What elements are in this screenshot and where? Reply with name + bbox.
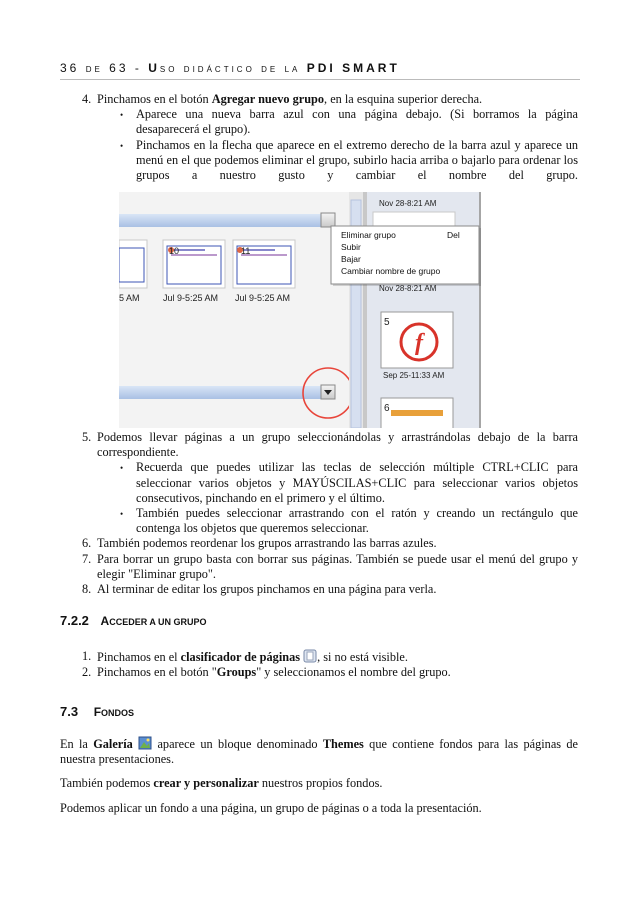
text-run: que contiene fondos para las páginas de nuestra presentaciones.: [60, 737, 578, 767]
paragraph-crear: [60, 776, 578, 791]
text-run: , en la esquina superior derecha.: [324, 92, 483, 106]
list-block-1: [60, 92, 578, 183]
screenshot-illustration: [119, 192, 481, 428]
list-item-number: 6.: [82, 536, 92, 551]
bullet-glyph: •: [120, 463, 124, 474]
list-item: [60, 665, 578, 680]
section-heading-7-3: [60, 704, 134, 719]
menu-item-eliminar-grupo[interactable]: Eliminar grupo: [341, 230, 396, 240]
bullet-text: Pinchamos en la flecha que aparece en el extremo derecho de la barra azul y aparece un menú en el que podemos eliminar el grupo, subirlo hacia arriba o bajarlo para ordenar los grupos a nuestro gusto y cambiar el nombre del grupo.: [136, 137, 578, 183]
header-so: SO: [159, 65, 178, 74]
list-block-2: [60, 430, 578, 597]
list-item: [60, 536, 578, 551]
list-item: [60, 430, 578, 460]
page-thumbnail[interactable]: [381, 398, 453, 428]
thumb-date: Jul 9-5:25 AM: [235, 293, 291, 303]
list-item-number: 8.: [82, 582, 92, 597]
list-item: [60, 552, 578, 582]
bold-run: clasificador de páginas: [180, 650, 301, 664]
list-block-3: [60, 649, 578, 680]
bullet-glyph: •: [120, 140, 124, 151]
header-u: U: [148, 61, 160, 75]
menu-item-subir[interactable]: Subir: [341, 242, 361, 252]
header-smart: SMART: [342, 61, 400, 75]
list-item-text: Al terminar de editar los grupos pinchamos en una página para verla.: [97, 582, 437, 597]
bullet-item: [120, 107, 578, 137]
embedded-screenshot: [119, 192, 481, 428]
page-thumbnail[interactable]: [381, 312, 453, 368]
thumb-date: Nov 28-8:21 AM: [379, 284, 437, 293]
text-run: Pinchamos en el botón ": [97, 665, 217, 680]
list-item-number: 7.: [82, 551, 92, 566]
bullet-item: [120, 138, 578, 184]
list-item-number: 2.: [82, 665, 92, 680]
gallery-icon: [138, 736, 152, 750]
text-run: aparece un bloque denominado: [152, 737, 323, 751]
thumb-date: Jul 9-5:25 AM: [163, 293, 219, 303]
group-bar[interactable]: [119, 214, 335, 227]
bold-run: Galería: [93, 737, 133, 751]
list-item-text: [97, 92, 578, 107]
bullet-text: Aparece una nueva barra azul con una página debajo. (Si borramos la página desaparecerá el grupo).: [136, 107, 578, 137]
bullet-text: También puedes seleccionar arrastrando con el ratón y creando un rectángulo que contenga los objetos que queremos seleccionar.: [136, 506, 578, 536]
list-item-text: Para borrar un grupo basta con borrar sus páginas. También se puede usar el menú del grupo y elegir "Eliminar grupo".: [97, 551, 578, 581]
header-la: LA: [284, 65, 301, 74]
logo-letter: f: [415, 330, 423, 356]
page-total: 63: [109, 61, 129, 75]
section-number: 7.3: [60, 704, 79, 719]
page-number: 36: [60, 61, 80, 75]
text-run: También podemos: [60, 776, 154, 790]
menu-item-cambiar-nombre[interactable]: Cambiar nombre de grupo: [341, 266, 441, 276]
page-header: [60, 61, 580, 80]
page-thumbnail[interactable]: [119, 240, 147, 288]
list-item-number: 1.: [82, 649, 92, 663]
bullet-item: [120, 506, 578, 536]
bullet-glyph: •: [120, 110, 124, 121]
list-item-text: [97, 649, 578, 665]
text-run: " y seleccionamos el nombre del grupo.: [256, 665, 451, 680]
group-menu-button[interactable]: [321, 213, 335, 227]
text-run: Pinchamos en el: [97, 650, 181, 664]
section-heading-7-2-2: [60, 613, 207, 628]
thumb-number: 11: [241, 246, 251, 256]
page-sorter-icon: [303, 649, 317, 663]
header-didactico: DIDÁCTICO: [183, 65, 255, 74]
thumb-number: 6: [384, 403, 390, 414]
list-item-number: 4.: [82, 92, 92, 106]
thumb-date: Nov 28-8:21 AM: [379, 199, 437, 208]
menu-item-bajar[interactable]: Bajar: [341, 254, 361, 264]
context-menu: [331, 226, 481, 286]
header-de: DE: [85, 65, 103, 74]
thumb-date: 5 AM: [119, 293, 140, 303]
list-item-number: 5.: [82, 430, 92, 444]
paragraph-aplicar: Podemos aplicar un fondo a una página, un grupo de páginas o a toda la presentación.: [60, 801, 482, 815]
text-run: nuestros propios fondos.: [258, 776, 383, 790]
header-pdi: PDI: [306, 61, 336, 75]
text-run: , si no está visible.: [317, 650, 408, 664]
bold-run: crear y personalizar: [153, 776, 259, 790]
heading-rest: ONDOS: [101, 708, 135, 718]
heading-initial: F: [93, 705, 102, 719]
thumb-number: 5: [384, 317, 390, 328]
list-item: [60, 649, 578, 665]
bold-run: Themes: [322, 737, 364, 751]
list-item-text: Podemos llevar páginas a un grupo seleccionándolas y arrastrándolas debajo de la barra correspondiente.: [97, 430, 578, 460]
text-run: Pinchamos en el botón: [97, 92, 212, 106]
bold-run: Groups: [216, 665, 257, 680]
bold-run: Agregar nuevo grupo: [211, 92, 325, 106]
thumb-number: 10: [169, 246, 180, 256]
bullet-glyph: •: [120, 509, 124, 520]
heading-rest: CCEDER A UN GRUPO: [109, 617, 207, 627]
thumb-date: Sep 25-11:33 AM: [383, 371, 445, 380]
list-item-text: También podemos reordenar los grupos arrastrando las barras azules.: [97, 536, 437, 551]
bullet-item: [120, 460, 578, 506]
header-de2: DE: [261, 65, 279, 74]
list-item: [60, 582, 578, 597]
section-number: 7.2.2: [60, 613, 89, 628]
heading-initial: A: [100, 614, 110, 628]
header-dash: -: [134, 61, 142, 75]
text-run: En la: [60, 737, 94, 751]
bullet-text: Recuerda que puedes utilizar las teclas de selección múltiple CTRL+CLIC para seleccionar varios objetos y MAYÚSCILAS+CLIC para seleccionar varios objetos consecutivos, pinchando en el primero y el último.: [136, 460, 578, 505]
list-item: [60, 92, 578, 107]
menu-shortcut-del: Del: [447, 230, 460, 240]
paragraph-galeria: [60, 736, 578, 767]
list-item-text: [97, 665, 578, 680]
